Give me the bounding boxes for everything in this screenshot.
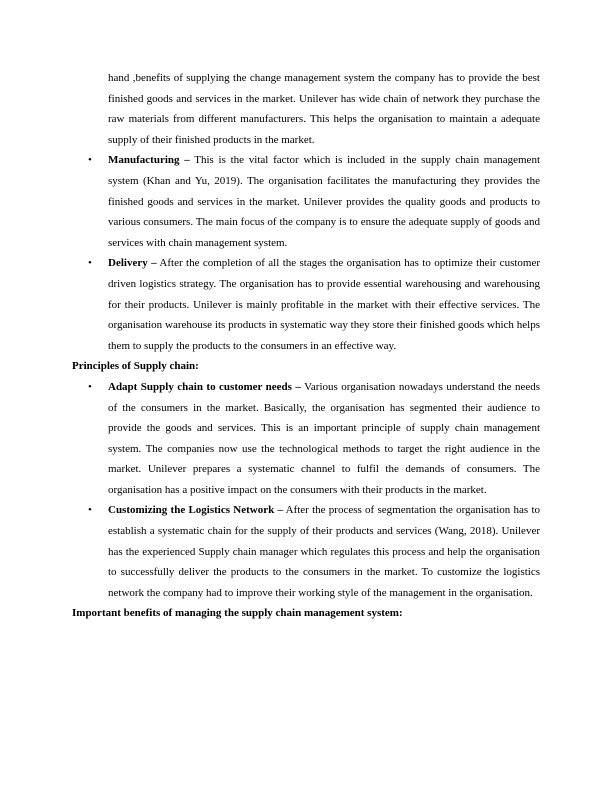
- list-item-text: This is the vital factor which is included in the supply chain management system (Khan and Yu, 2019). The organisation facilitates the manufacturing they provides the finished goods and services in the market. Unilever provides the quality goods and products to various consumers. The main focus of the company is to ensure the adequate supply of goods and services with chain management system.: [108, 154, 541, 249]
- list-item-text: After the process of segmentation the organisation has to establish a systematic chain for the supply of their products and services (Wang, 2018). Unilever has the experienced Supply chain manager which regulates this process and help the organisation to successfully deliver the products to the consumers in the market. To customize the logistics network the company had to improve their working style of the management in the organisation.: [108, 504, 541, 599]
- list-item: [88, 377, 540, 501]
- section-heading-principles: Principles of Supply chain:: [72, 360, 199, 373]
- bullet-icon: •: [88, 257, 92, 270]
- continuation-paragraph: hand ,benefits of supplying the change management system the company has to provide the best finished goods and services in the market. Unilever has wide chain of network they purchase the raw materials from different manufacturers. This helps the organisation to maintain a adequate supply of their finished products in the market.: [108, 72, 540, 146]
- list-item: [88, 150, 541, 253]
- page-content: [72, 68, 540, 624]
- list-item-term: Manufacturing –: [108, 154, 190, 167]
- section-heading-benefits: Important benefits of managing the supply chain management system:: [72, 607, 403, 620]
- list-item-term: Delivery –: [108, 257, 157, 270]
- bullet-icon: •: [88, 154, 92, 167]
- list-item: [88, 253, 541, 356]
- bullet-icon: •: [88, 504, 92, 517]
- list-item-term: Adapt Supply chain to customer needs –: [108, 380, 301, 393]
- list-item-text: After the completion of all the stages the organisation has to optimize their customer driven logistics strategy. The organisation has to provide essential warehousing and warehousing for their products. Unilever is mainly profitable in the market with their effective services. The organisation warehouse its products in systematic way they store their finished goods which helps them to supply the products to the consumers in an effective way.: [108, 257, 541, 352]
- list-item: [88, 500, 541, 603]
- list-item-term: Customizing the Logistics Network –: [108, 504, 283, 517]
- bullet-icon: •: [88, 380, 92, 393]
- principles-list: [72, 377, 540, 604]
- stages-list: [72, 150, 540, 356]
- list-item-text: Various organisation nowadays understand the needs of the consumers in the market. Basically, the organisation has segmented their audience to provide the goods and services. This is an important principle of supply chain management system. The companies now use the technological methods to target the right audience in the market. Unilever prepares a systematic channel to fulfil the demands of consumers. The organisation has a positive impact on the consumers with their products in the market.: [108, 380, 540, 496]
